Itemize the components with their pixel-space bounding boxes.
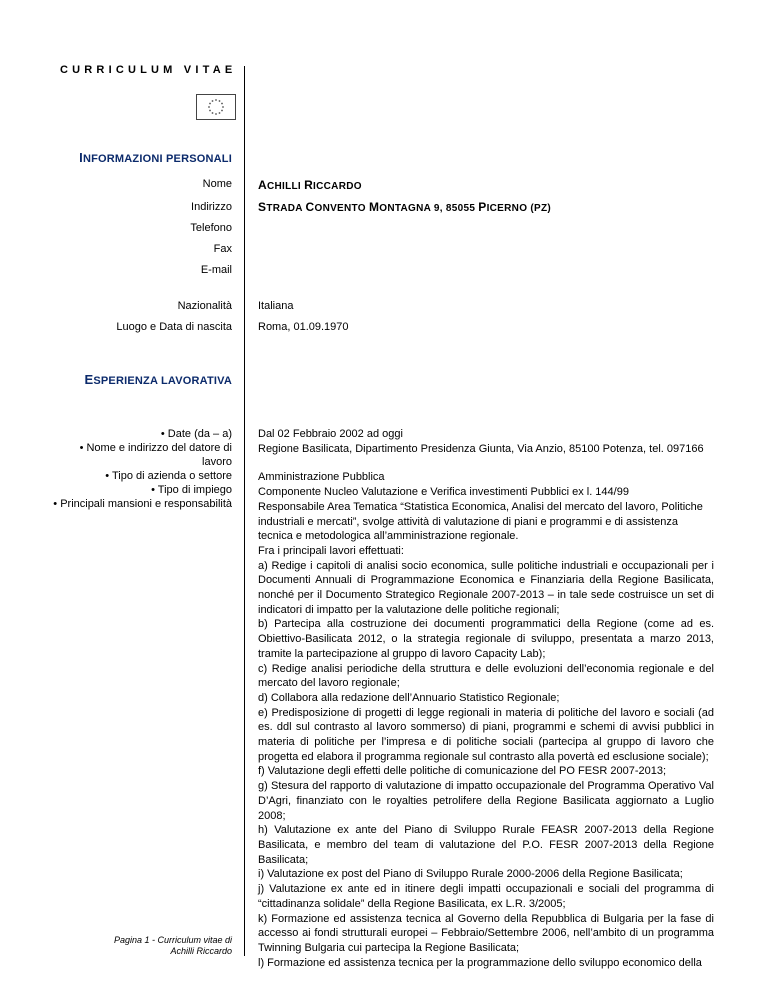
section-title-experience: ESPERIENZA LAVORATIVA — [84, 372, 232, 387]
footer-line-2: Achilli Riccardo — [170, 946, 232, 956]
value-nationality: Italiana — [258, 300, 294, 312]
value-address: STRADA CONVENTO MONTAGNA 9, 85055 PICERNO (PZ) — [258, 200, 551, 214]
label-fax: Fax — [213, 243, 232, 255]
experience-description — [258, 427, 714, 970]
label-dates: • Date (da – a) — [160, 428, 232, 440]
cv-title: CURRICULUM VITAE — [60, 64, 237, 76]
value-employer: Regione Basilicata, Dipartimento Presidenza Giunta, Via Anzio, 85100 Potenza, tel. 097166 — [258, 442, 704, 455]
label-employer-cont: lavoro — [202, 456, 232, 468]
work-item: d) Collabora alla redazione dell’Annuario Statistico Regionale; — [258, 691, 560, 704]
label-job-type: • Tipo di impiego — [151, 484, 232, 496]
eu-flag-icon — [196, 94, 236, 120]
label-sector: • Tipo di azienda o settore — [105, 470, 232, 482]
section-title-personal: INFORMAZIONI PERSONALI — [79, 150, 232, 165]
value-sector: Amministrazione Pubblica — [258, 471, 385, 484]
work-item: e) Predisposizione di progetti di legge regionali in materia di politiche del lavoro e sociali (ad es. ddl sul contrasto al lavoro sommerso) di piani, programmi e schemi di avvisi pubblici in materia di politiche per l’impresa e di politiche sociali (partecipa al gruppo di lavoro che progetta ed elabora il programma regionale sul contrasto alla povertà ed esclusione sociale); — [258, 706, 714, 763]
work-item: a) Redige i capitoli di analisi socio economica, sulle politiche industriali e occupazionali per i Documenti Annuali di Programmazione Economica e Finanziaria della Regione Basilicata, nonché per il Documento Strategico Regionale 2007-2013 – in tale sede costruisce un set di indicatori di impatto per la valutazione delle politiche regionali; — [258, 559, 714, 616]
footer-line-1: Pagina 1 - Curriculum vitae di — [113, 935, 232, 945]
work-item: g) Stesura del rapporto di valutazione di impatto occupazionale del Programma Operativo Val D’Agri, finanziato con le royalties petrolifere della Regione Basilicata aggiornato a Luglio 2008; — [258, 780, 714, 822]
page-footer — [114, 935, 232, 957]
work-item: c) Redige analisi periodiche della struttura e delle evoluzioni dell’economia regionale e del mercato del lavoro regionale; — [258, 662, 714, 690]
value-birth: Roma, 01.09.1970 — [258, 321, 349, 333]
label-email: E-mail — [200, 264, 232, 276]
label-address: Indirizzo — [191, 201, 232, 213]
label-duties: • Principali mansioni e responsabilità — [53, 498, 232, 510]
work-item: i) Valutazione ex post del Piano di Sviluppo Rurale 2000-2006 della Regione Basilicata; — [258, 868, 683, 881]
work-item: b) Partecipa alla costruzione dei documenti programmatici della Regione (come ad es. Obiettivo-Basilicata 2012, o la strategia regionale di sviluppo, presentata a marzo 2013, tramite la partecipazione al gruppo di lavoro Capacity Lab); — [258, 618, 714, 660]
label-employer: • Nome e indirizzo del datore di — [79, 442, 232, 454]
work-item: h) Valutazione ex ante del Piano di Sviluppo Rurale FEASR 2007-2013 della Regione Basilicata, e membro del team di valutazione del P.O. FESR 2007-2013 della Regione Basilicata; — [258, 824, 714, 866]
label-birth: Luogo e Data di nascita — [116, 321, 232, 333]
column-divider — [244, 66, 245, 956]
work-item: j) Valutazione ex ante ed in itinere degli impatti occupazionali e sociali del programma di “cittadinanza solidale” della Regione Basilicata, ex L.R. 3/2005; — [258, 883, 714, 910]
label-name: Nome — [202, 178, 232, 190]
work-item: k) Formazione ed assistenza tecnica al Governo della Repubblica di Bulgaria per la fase di accesso ai fondi strutturali europei – Febbraio/Settembre 2006, nell’ambito di un programma Twinning Bulgaria cui partecipa la Regione Basilicata; — [258, 912, 714, 954]
works-title: Fra i principali lavori effettuati: — [258, 544, 404, 557]
value-duties-intro: Responsabile Area Tematica “Statistica Economica, Analisi del mercato del lavoro, Politiche industriali e mercati”, svolge attività di valutazione di piani e programmi e di assistenza tecnica e metodologica all’amministrazione regionale. — [258, 500, 703, 543]
work-item: l) Formazione ed assistenza tecnica per la programmazione dello sviluppo economico della — [258, 956, 702, 969]
label-nationality: Nazionalità — [177, 300, 232, 312]
value-job-type: Componente Nucleo Valutazione e Verifica investimenti Pubblici ex l. 144/99 — [258, 486, 629, 499]
label-phone: Telefono — [190, 222, 232, 234]
experience-labels — [42, 427, 232, 511]
value-dates: Dal 02 Febbraio 2002 ad oggi — [258, 428, 403, 440]
value-name: ACHILLI RICCARDO — [258, 178, 362, 192]
work-item: f) Valutazione degli effetti delle politiche di comunicazione del PO FESR 2007-2013; — [258, 765, 667, 778]
